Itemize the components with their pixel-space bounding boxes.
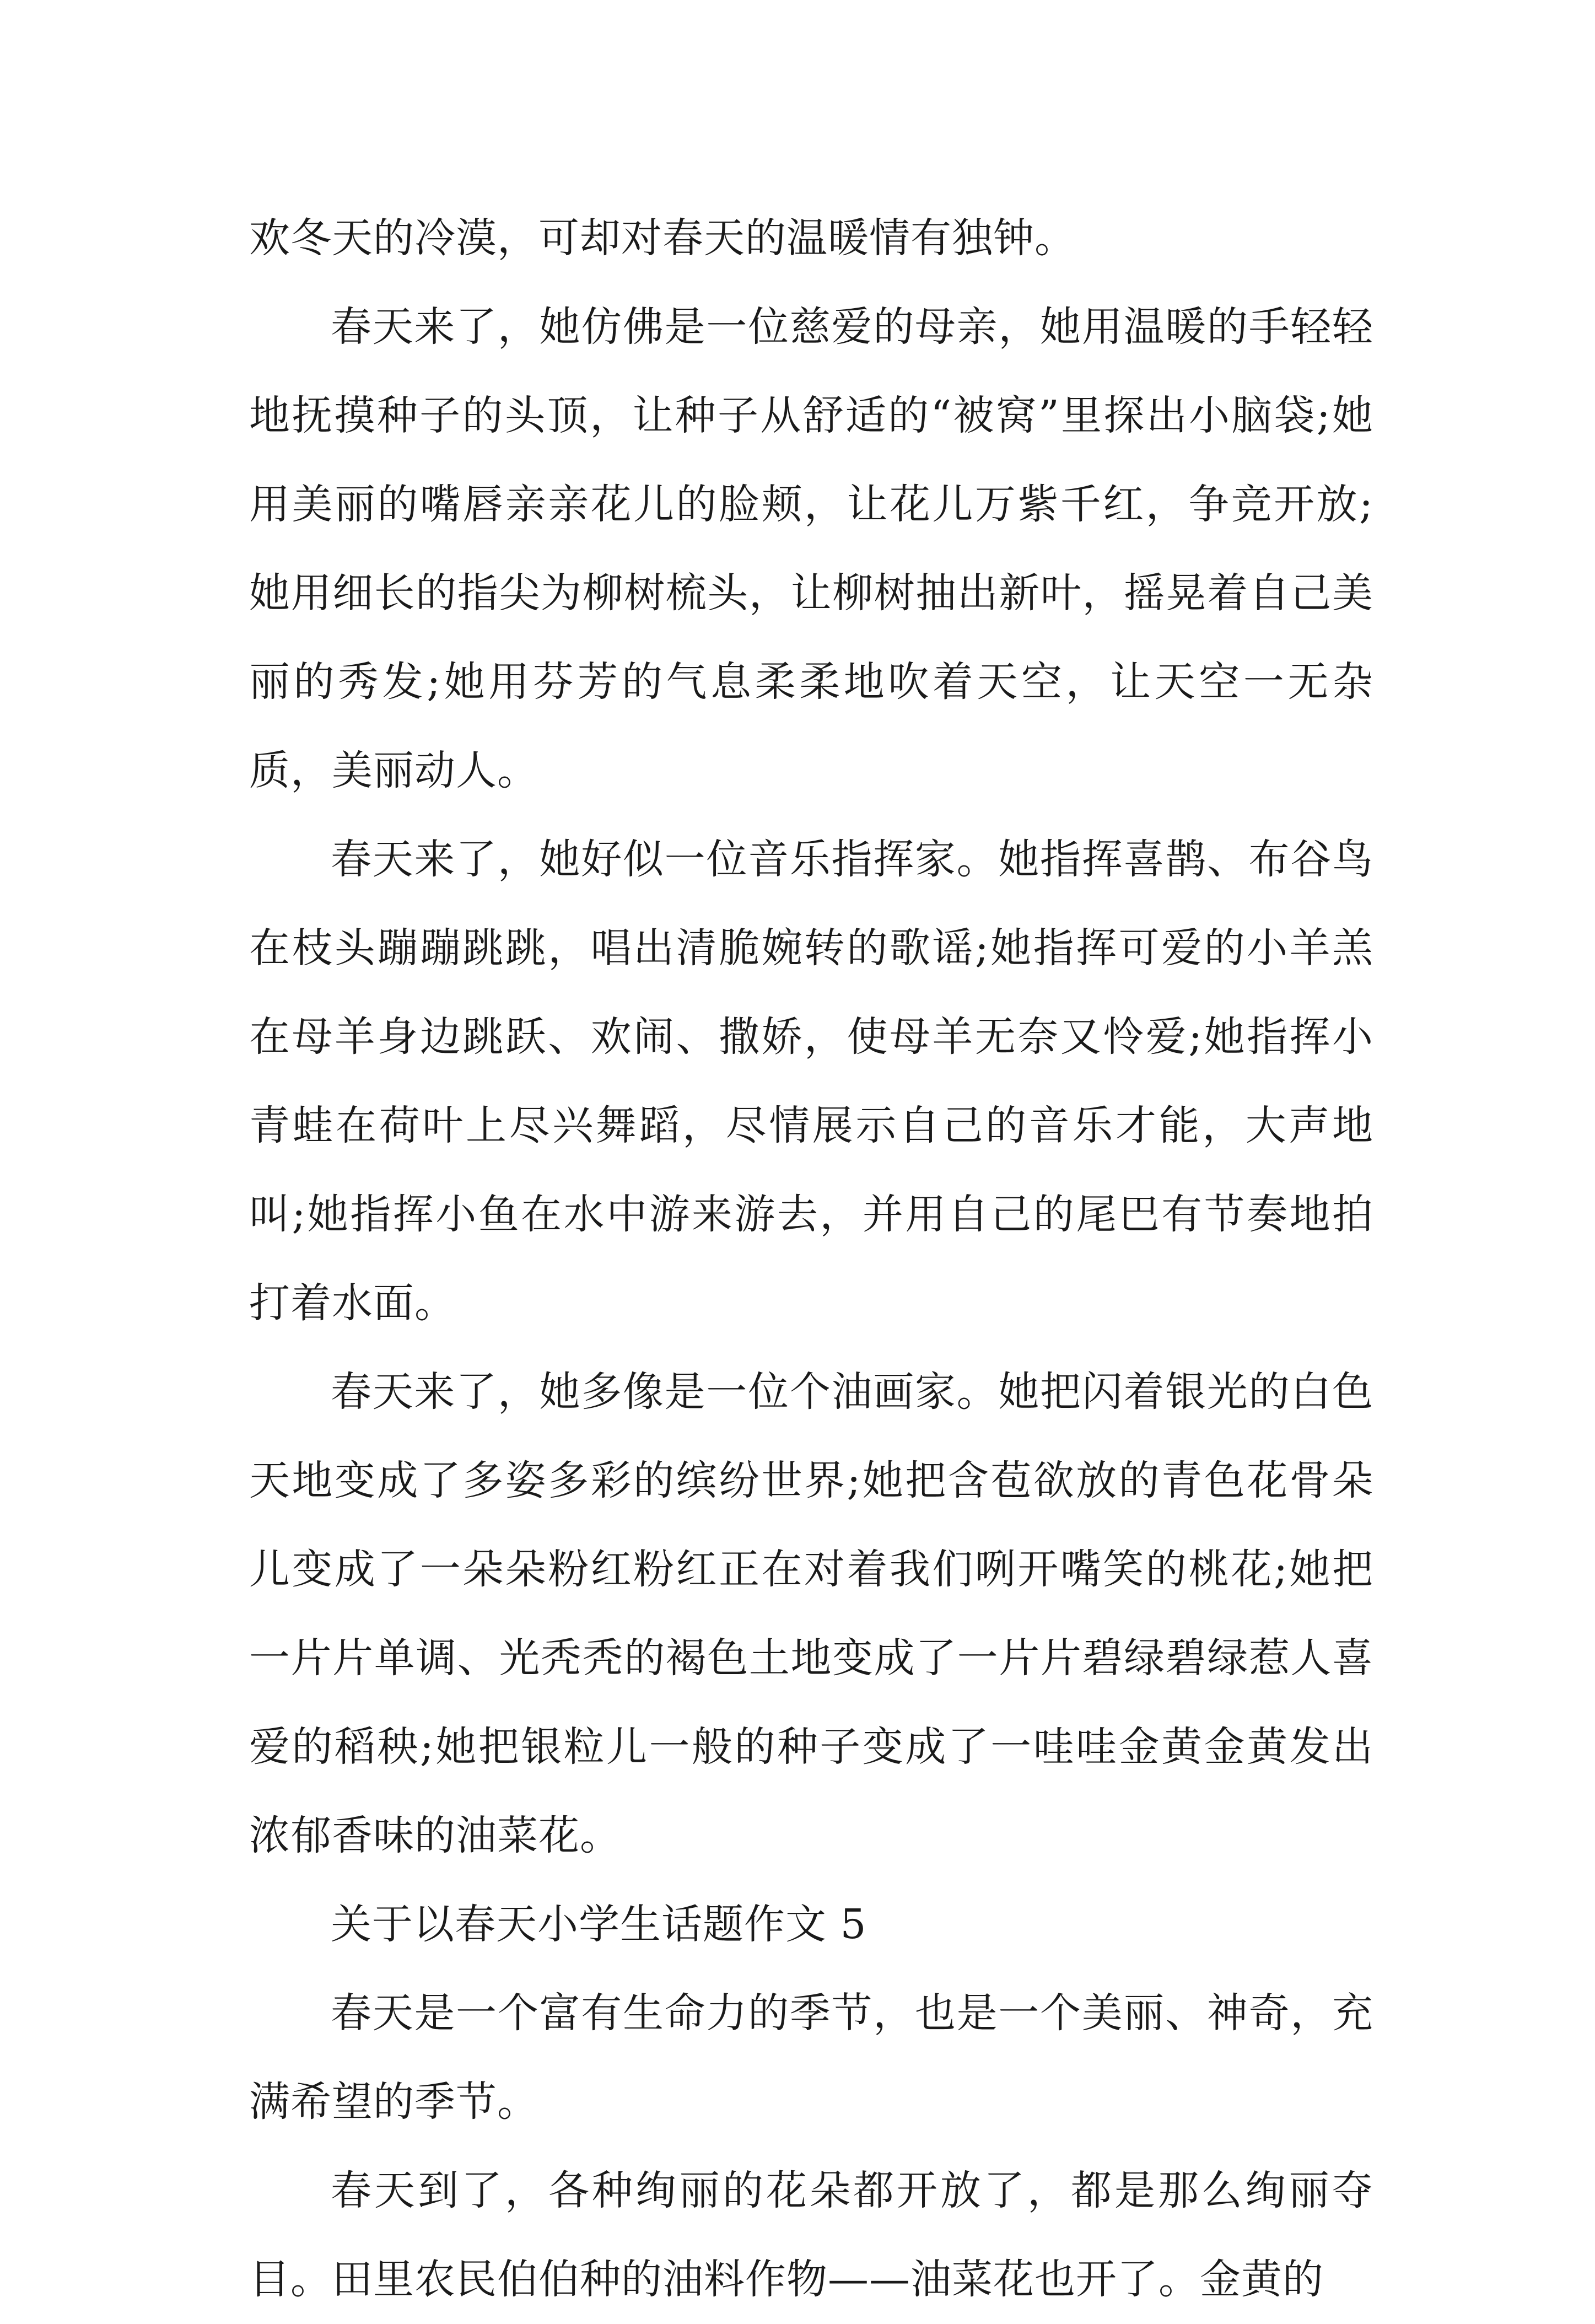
paragraph-spring-mother: 春天来了，她仿佛是一位慈爱的母亲，她用温暖的手轻轻地抚摸种子的头顶，让种子从舒适的“被窝”里探出小脑袋;她用美丽的嘴唇亲亲花儿的脸颊，让花儿万紫千红，争竞开放;她用细长的指尖为柳树梳头，让柳树抽出新叶，摇晃着自己美丽的秀发;她用芬芳的气息柔柔地吹着天空，让天空一无杂质，美丽动人。 (249, 303, 1373, 794)
essay-body (249, 194, 1373, 2324)
paragraph-spring-flowers: 春天到了，各种绚丽的花朵都开放了，都是那么绚丽夺目。田里农民伯伯种的油料作物——油菜花也开了。金黄的 (249, 2167, 1373, 2303)
paragraph-continuation: 欢冬天的冷漠，可却对春天的温暖情有独钟。 (249, 214, 1076, 262)
essay-heading: 关于以春天小学生话题作文 5 (331, 1901, 867, 1948)
paragraph-spring-conductor: 春天来了，她好似一位音乐指挥家。她指挥喜鹊、布谷鸟在枝头蹦蹦跳跳，唱出清脆婉转的歌谣;她指挥可爱的小羊羔在母羊身边跳跃、欢闹、撒娇，使母羊无奈又怜爱;她指挥小青蛙在荷叶上尽兴舞蹈，尽情展示自己的音乐才能，大声地叫;她指挥小鱼在水中游来游去，并用自己的尾巴有节奏地拍打着水面。 (249, 836, 1373, 1327)
paragraph-spring-painter: 春天来了，她多像是一位个油画家。她把闪着银光的白色天地变成了多姿多彩的缤纷世界;她把含苞欲放的青色花骨朵儿变成了一朵朵粉红粉红正在对着我们咧开嘴笑的桃花;她把一片片单调、光秃秃的褐色土地变成了一片片碧绿碧绿惹人喜爱的稻秧;她把银粒儿一般的种子变成了一哇哇金黄金黄发出浓郁香味的油菜花。 (249, 1368, 1373, 1859)
paragraph-spring-season: 春天是一个富有生命力的季节，也是一个美丽、神奇，充满希望的季节。 (249, 1989, 1373, 2126)
